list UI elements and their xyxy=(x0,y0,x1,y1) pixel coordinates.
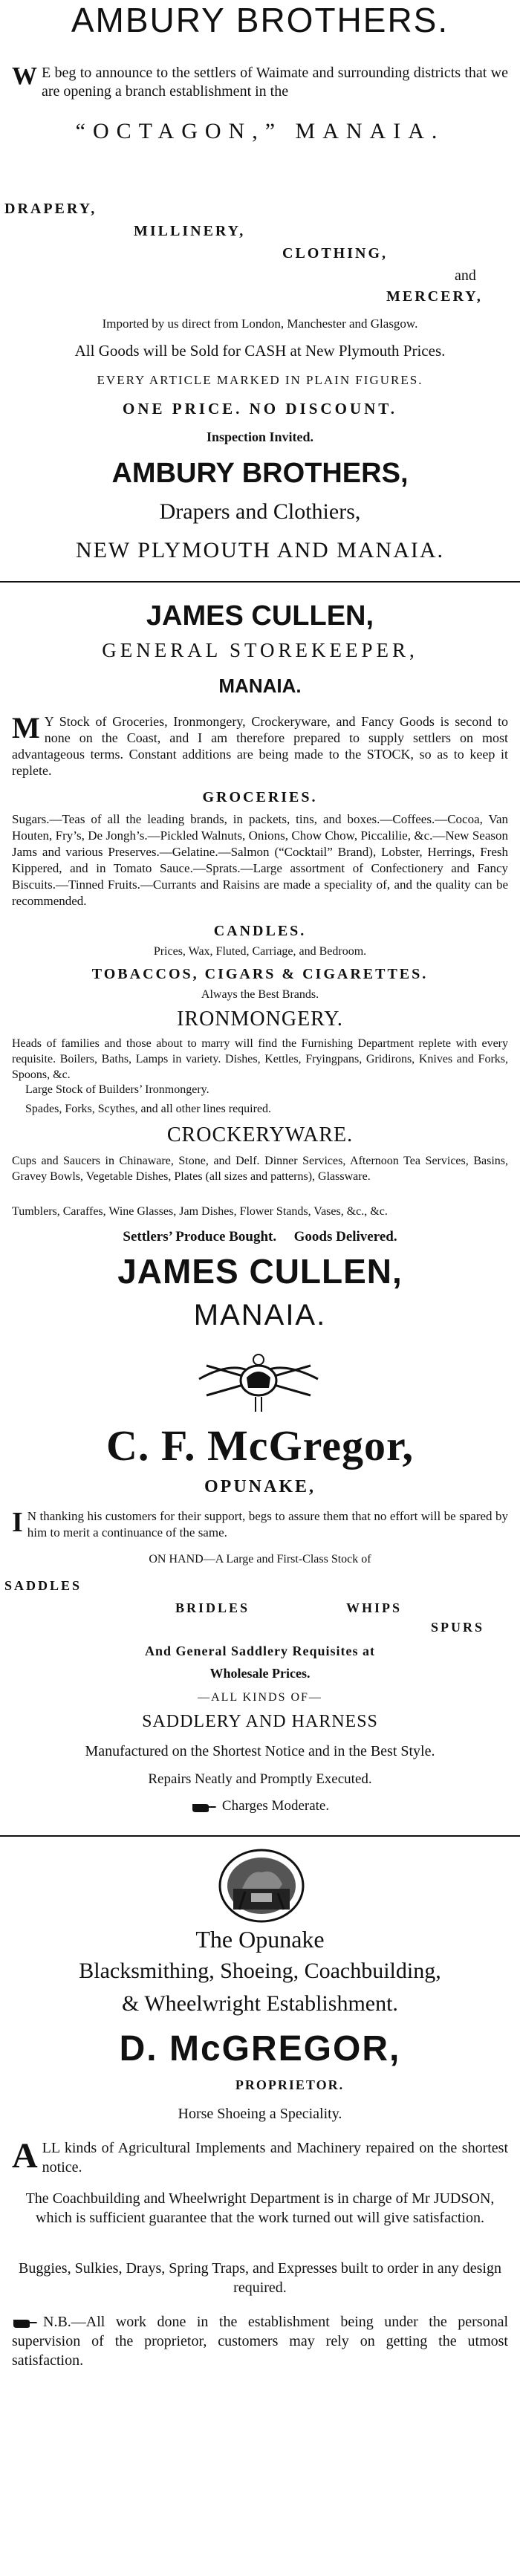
ambury-intro-cap: W xyxy=(12,62,37,90)
ambury-intro-text: E beg to announce to the settlers of Waimate and surrounding districts that we are opening a branch establishment in the xyxy=(42,65,508,100)
ambury-mercery: MERCERY, xyxy=(386,288,483,305)
ambury-inspection: Inspection Invited. xyxy=(206,429,314,444)
saddle-emblem-icon xyxy=(192,1343,325,1418)
cullen-footer-place: MANAIA. xyxy=(193,1299,327,1331)
cfm-whips: WHIPS xyxy=(346,1600,403,1615)
ambury-allgoods: All Goods will be Sold for CASH at New Plymouth Prices. xyxy=(74,342,446,360)
cfm-intro-cap: I xyxy=(12,1507,23,1538)
cullen-candles-heading: CANDLES. xyxy=(213,923,307,939)
cfm-intro xyxy=(0,1508,520,1541)
cfm-repairs: Repairs Neatly and Promptly Executed. xyxy=(148,1771,372,1787)
cullen-trade: GENERAL STOREKEEPER, xyxy=(102,639,418,661)
dmc-name: D. McGREGOR, xyxy=(119,2029,401,2069)
cfm-allkinds: —ALL KINDS OF— xyxy=(198,1691,322,1704)
cfm-spurs: SPURS xyxy=(431,1620,485,1635)
divider xyxy=(0,581,520,583)
ambury-every: EVERY ARTICLE MARKED IN PLAIN FIGURES. xyxy=(97,373,423,387)
cfm-general: And General Saddlery Requisites at xyxy=(144,1644,375,1658)
dmc-intro xyxy=(0,2138,520,2177)
cullen-groceries-heading: GROCERIES. xyxy=(202,789,318,805)
cullen-iron-heading: IRONMONGERY. xyxy=(177,1008,343,1031)
dmc-coach: The Coachbuilding and Wheelwright Department is in charge of Mr JUDSON, which is sufficient guarantee that the work turned out will give satisfaction. xyxy=(25,2190,495,2226)
cullen-crock: Cups and Saucers in Chinaware, Stone, and Delf. Dinner Services, Afternoon Tea Services, Basins, Gravey Bowls, Vegetable Dishes, Plates (all sizes and patterns), Glassware. xyxy=(12,1155,508,1183)
cfm-charges: Charges Moderate. xyxy=(221,1798,330,1814)
ambury-clothing: CLOTHING, xyxy=(282,245,389,262)
cullen-intro-cap: M xyxy=(12,711,40,744)
cfm-name: C. F. McGregor, xyxy=(106,1421,414,1470)
cfm-place: OPUNAKE, xyxy=(204,1477,316,1496)
dmc-intro-text: LL kinds of Agricultural Implements and Machinery repaired on the shortest notice. xyxy=(42,2140,508,2176)
cfm-intro-text: N thanking his customers for their support, begs to assure them that no effort will be spared by him to merit a continuance of the same. xyxy=(27,1509,508,1540)
ambury-millinery: MILLINERY, xyxy=(134,223,246,239)
cfm-wholesale: Wholesale Prices. xyxy=(209,1666,311,1681)
cullen-name: JAMES CULLEN, xyxy=(146,600,374,632)
ambury-footer-trade: Drapers and Clothiers, xyxy=(159,499,361,524)
cullen-iron2: Large Stock of Builders’ Ironmongery. xyxy=(25,1083,209,1096)
dmc-nb: N.B.—All work done in the establishment being under the personal supervision of the proprietor, customers may rely on getting the utmost satisfaction. xyxy=(12,2314,508,2369)
ambury-title: AMBURY BROTHERS. xyxy=(71,1,449,39)
ambury-and: and xyxy=(455,267,476,284)
cullen-place: MANAIA. xyxy=(218,675,302,697)
dmc-horse: Horse Shoeing a Speciality. xyxy=(178,2106,342,2122)
ambury-octagon: “OCTAGON,” MANAIA. xyxy=(75,119,445,143)
ambury-oneprice: ONE PRICE. NO DISCOUNT. xyxy=(123,400,397,418)
cfm-bridles: BRIDLES xyxy=(175,1600,250,1615)
cullen-candles: Prices, Wax, Fluted, Carriage, and Bedroom. xyxy=(153,945,367,958)
cullen-crock-heading: CROCKERYWARE. xyxy=(166,1123,354,1146)
divider xyxy=(0,1835,520,1837)
cullen-iron: Heads of families and those about to marry will find the Furnishing Department replete with every requisite. Boilers, Baths, Lamps in variety. Dishes, Kettles, Fryingpans, Gridirons, Knives and Forks, Spoons, &c. xyxy=(12,1037,508,1081)
cullen-tobacco-heading: TOBACCOS, CIGARS & CIGARETTES. xyxy=(91,966,429,982)
cullen-iron3: Spades, Forks, Scythes, and all other lines required. xyxy=(25,1103,272,1115)
dmc-title3: & Wheelwright Establishment. xyxy=(122,1991,398,2016)
cullen-delivered: Goods Delivered. xyxy=(293,1229,397,1245)
dmc-intro-cap: A xyxy=(12,2136,38,2176)
cfm-saddlery: SADDLERY AND HARNESS xyxy=(142,1712,378,1731)
cullen-intro xyxy=(0,713,520,779)
dmc-title1: The Opunake xyxy=(195,1926,325,1953)
ambury-footer-name: AMBURY BROTHERS, xyxy=(111,458,409,489)
ambury-drapery: DRAPERY, xyxy=(4,201,97,217)
cfm-charges-row xyxy=(0,1798,520,1814)
dmc-nb-row xyxy=(0,2312,520,2370)
pointing-hand-icon xyxy=(12,2316,39,2329)
dmc-buggies: Buggies, Sulkies, Drays, Spring Traps, and Expresses built to order in any design required. xyxy=(19,2260,501,2296)
pointing-hand-icon xyxy=(191,1800,218,1814)
cfm-manufactured: Manufactured on the Shortest Notice and in the Best Style. xyxy=(85,1743,435,1759)
cullen-intro-text: Y Stock of Groceries, Ironmongery, Crockeryware, and Fancy Goods is second to none on the Coast, and I am therefore prepared to supply settlers on most advantageous terms. Constant additions are being made to the STOCK, so as to keep it replete. xyxy=(12,714,508,778)
ambury-intro xyxy=(0,64,520,101)
cullen-crock2: Tumblers, Caraffes, Wine Glasses, Jam Dishes, Flower Stands, Vases, &c., &c. xyxy=(12,1205,388,1218)
dmc-title2: Blacksmithing, Shoeing, Coachbuilding, xyxy=(79,1959,441,1983)
cfm-onhand: ON HAND—A Large and First-Class Stock of xyxy=(149,1553,371,1566)
blacksmith-shop-icon xyxy=(217,1847,306,1924)
cullen-services xyxy=(0,1229,520,1245)
ambury-imported: Imported by us direct from London, Manchester and Glasgow. xyxy=(102,317,418,331)
cullen-tobacco: Always the Best Brands. xyxy=(201,988,319,1001)
cullen-produce: Settlers’ Produce Bought. xyxy=(123,1229,277,1245)
cullen-footer-name: JAMES CULLEN, xyxy=(117,1252,403,1291)
cfm-saddles: SADDLES xyxy=(4,1578,82,1593)
dmc-proprietor: PROPRIETOR. xyxy=(235,2077,345,2092)
ambury-footer-place: NEW PLYMOUTH AND MANAIA. xyxy=(75,538,445,562)
cullen-groceries: Sugars.—Teas of all the leading brands, in packets, tins, and boxes.—Coffees.—Cocoa, Van Houten, Fry’s, De Jongh’s.—Pickled Walnuts, Onions, Chow Chow, Piccalilie, &c.—New Season Jams and various Preserves.—Gelatine.—Salmon (“Cocktail” Brand), Lobster, Herrings, Fresh Kippered, and in Tomato Sauce.—Sprats.—Large assortment of Confectionery and Fancy Biscuits.—Tinned Fruits.—Currants and Raisins are made a speciality of, and the quality can be recommended. xyxy=(12,812,508,908)
